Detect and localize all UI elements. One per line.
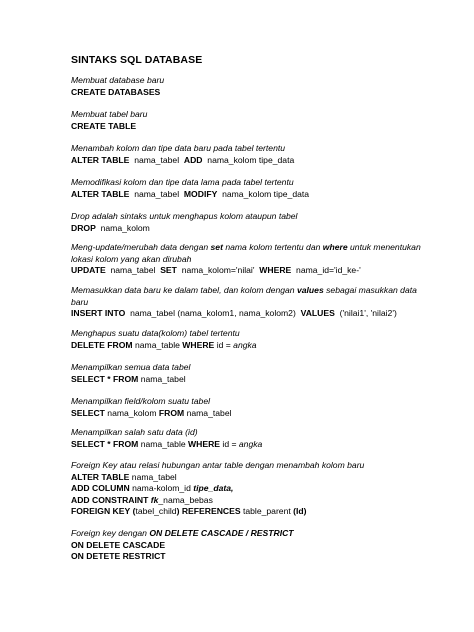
sql-code <box>71 340 431 352</box>
sql-code <box>71 87 431 99</box>
sql-keyword: REFERENCES <box>181 506 241 516</box>
sql-code <box>71 121 431 133</box>
sql-keyword: ADD CONSTRAINT <box>71 494 149 505</box>
sql-arg: nama_id='id_ke-' <box>296 265 361 275</box>
sql-value: angka <box>233 339 257 350</box>
sql-code-line <box>71 551 431 563</box>
sql-arg: nama_tabel <box>134 188 180 199</box>
sql-arg: nama_tabel <box>131 471 177 482</box>
section-description: Memodifikasi kolom dan tipe data lama pada tabel tertentu <box>71 177 294 187</box>
section-description: Drop adalah sintaks untuk menghapus kolom ataupun tabel <box>71 211 298 221</box>
sql-keyword: ALTER TABLE <box>71 471 130 482</box>
sql-arg: _nama_bebas <box>158 494 213 505</box>
page-title: SINTAKS SQL DATABASE <box>71 54 203 66</box>
section-description: Menampilkan salah satu data (id) <box>71 427 198 437</box>
sql-keyword: SELECT * FROM <box>71 438 139 449</box>
section-select-one <box>71 427 431 450</box>
sql-keyword: DELETE FROM <box>71 339 133 350</box>
sql-keyword: UPDATE <box>71 265 106 275</box>
sql-keyword: CREATE DATABASES <box>71 86 161 97</box>
section-create-table <box>71 109 431 132</box>
sql-keyword: MODIFY <box>183 188 218 199</box>
sql-code-line <box>71 540 431 552</box>
sql-keyword: ALTER TABLE <box>71 154 130 165</box>
sql-arg: nama_tabel <box>110 265 156 275</box>
section-on-delete <box>71 528 431 563</box>
sql-value: angka <box>238 438 263 449</box>
sql-keyword: INSERT INTO <box>71 308 126 318</box>
section-description: Menghapus suatu data(kolom) tabel tertentu <box>71 328 240 338</box>
section-description: Membuat tabel baru <box>71 109 148 119</box>
sql-keyword: WHERE <box>182 339 215 350</box>
sql-keyword: ON DETETE RESTRICT <box>71 551 166 561</box>
section-alter-modify <box>71 177 431 200</box>
section-description: Memasukkan data baru ke dalam tabel, dan kolom dengan values sebagai masukkan data baru <box>71 285 417 307</box>
sql-code <box>71 374 431 386</box>
section-description: Menampilkan field/kolom suatu tabel <box>71 396 211 406</box>
sql-keyword: ALTER TABLE <box>71 188 130 199</box>
sql-arg: nama_tabel <box>134 154 180 165</box>
sql-arg: (Id) <box>293 506 307 516</box>
section-update <box>71 242 431 277</box>
desc-keyword: ON DELETE CASCADE / RESTRICT <box>149 528 294 538</box>
section-insert <box>71 285 431 320</box>
keyword-where: where <box>322 242 348 252</box>
sql-arg: tabel_child <box>135 506 177 516</box>
section-create-database <box>71 75 431 98</box>
keyword-set: set <box>210 242 223 252</box>
sql-arg: id = <box>222 438 239 449</box>
section-description: Foreign Key atau relasi hubungan antar table dengan menambah kolom baru <box>71 460 365 470</box>
sql-arg: nama-kolom_id <box>132 483 191 493</box>
section-alter-add <box>71 143 431 166</box>
sql-arg: ('nilai1', 'nilai2') <box>339 308 397 318</box>
section-delete <box>71 328 431 351</box>
sql-arg: nama_table <box>140 438 186 449</box>
section-description: Meng-update/merubah data dengan set nama kolom tertentu dan where untuk menentukan lokasi kolom yang akan dirubah <box>71 242 421 264</box>
sql-type: tipe_data, <box>193 483 234 493</box>
section-select-all <box>71 362 431 385</box>
sql-arg: table_parent <box>242 506 291 516</box>
sql-prefix: fk <box>150 494 159 505</box>
sql-code-line: FOREIGN KEY (tabel_child) REFERENCES table_parent (Id) <box>71 506 307 516</box>
sql-arg: nama_kolom tipe_data <box>222 188 310 199</box>
sql-arg: nama_tabel (nama_kolom1, nama_kolom2) <box>130 308 296 318</box>
section-description: Foreign key dengan ON DELETE CASCADE / RESTRICT <box>71 528 294 538</box>
sql-keyword: FOREIGN KEY <box>71 506 131 516</box>
section-drop <box>71 211 431 234</box>
keyword-values: values <box>296 285 324 295</box>
sql-code-line <box>71 472 431 484</box>
sql-arg: id = <box>216 339 234 350</box>
sql-arg: nama_kolom tipe_data <box>207 154 295 165</box>
section-description: Membuat database baru <box>71 75 165 85</box>
sql-keyword: SELECT <box>71 407 105 418</box>
section-description: Menampilkan semua data tabel <box>71 362 191 372</box>
sql-keyword: SET <box>160 265 177 275</box>
sql-arg: nama_kolom <box>107 407 157 418</box>
sql-keyword: CREATE TABLE <box>71 120 137 131</box>
sql-code <box>71 439 431 451</box>
sql-code <box>71 265 431 277</box>
section-select-field <box>71 396 431 419</box>
sql-arg: nama_tabel <box>140 373 186 384</box>
sql-keyword: ADD <box>183 154 203 165</box>
sql-keyword: VALUES <box>300 308 335 318</box>
sql-keyword: WHERE <box>259 265 292 275</box>
sql-arg: nama_kolom='nilai' <box>181 265 255 275</box>
sql-code <box>71 189 431 201</box>
sql-arg: nama_kolom <box>100 222 150 233</box>
sql-keyword: ADD COLUMN <box>71 483 130 493</box>
sql-keyword: SELECT * FROM <box>71 373 139 384</box>
section-description: Menambah kolom dan tipe data baru pada tabel tertentu <box>71 143 286 153</box>
sql-code-line <box>71 495 431 507</box>
section-foreign-key <box>71 460 431 518</box>
sql-keyword: WHERE <box>188 438 221 449</box>
sql-code <box>71 155 431 167</box>
sql-code-line <box>71 483 431 495</box>
sql-code <box>71 308 431 320</box>
sql-arg: nama_tabel <box>186 407 232 418</box>
sql-code <box>71 408 431 420</box>
sql-keyword: DROP <box>71 222 96 233</box>
sql-keyword: ON DELETE CASCADE <box>71 539 166 550</box>
sql-arg: nama_table <box>134 339 180 350</box>
sql-code <box>71 223 431 235</box>
sql-keyword: FROM <box>158 407 185 418</box>
